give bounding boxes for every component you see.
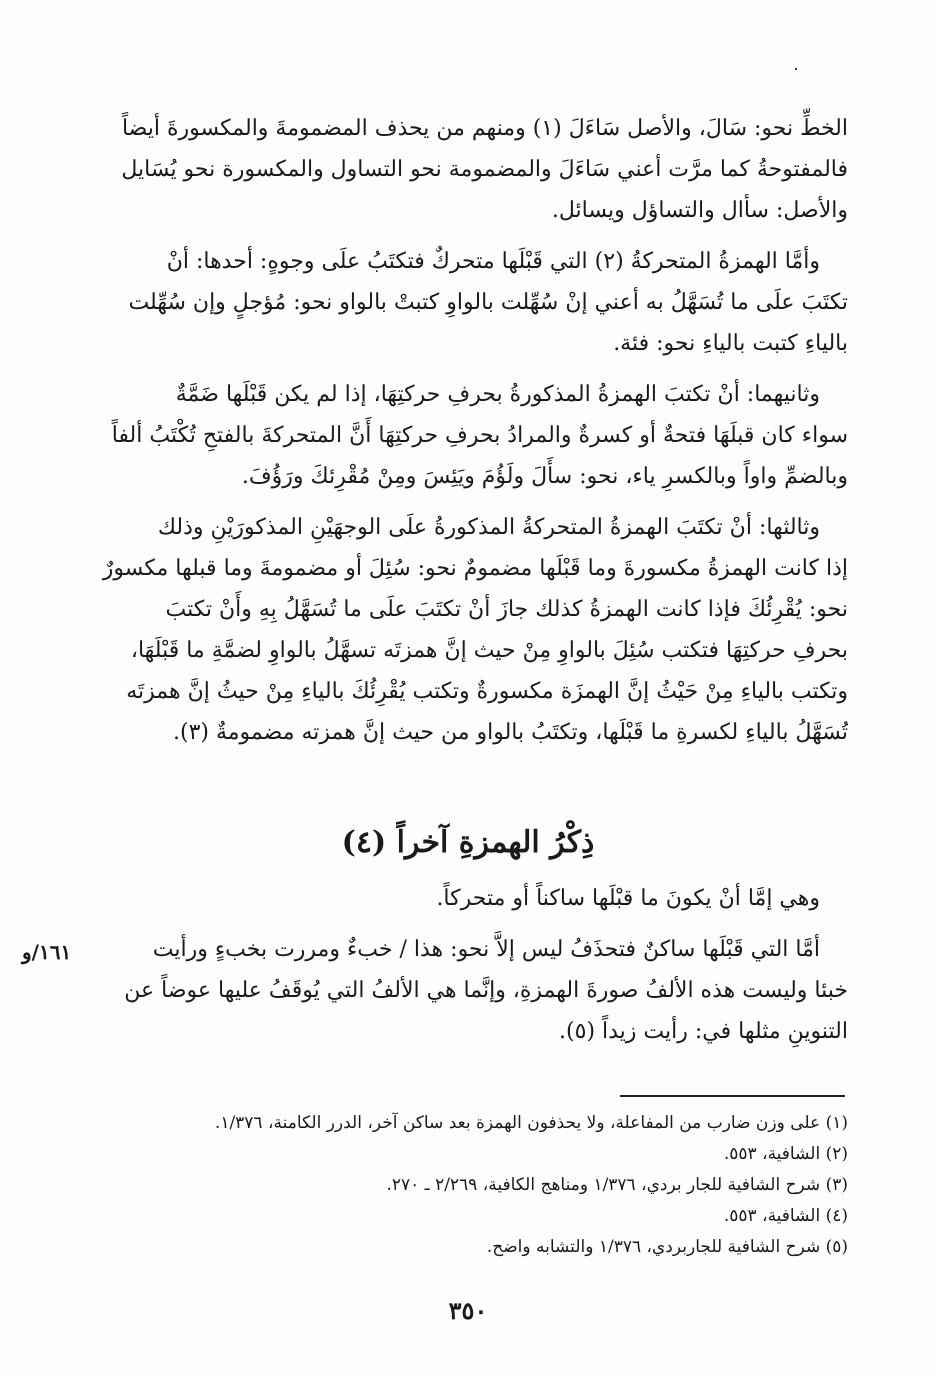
text-line: وهي إمَّا أنْ يكونَ ما قبْلَها ساكناً أو متحركاً. — [436, 886, 820, 911]
text-line: تُسَهَّلُ بالياءِ لكسرةِ ما قَبْلَها، وتكتَبُ بالواو من حيث إنَّ همزته مضمومةٌ (٣). — [173, 720, 848, 745]
text-line: التنوينِ مثلها في: رأيت زيداً (٥). — [559, 1019, 848, 1044]
section-heading: ذِكْرُ الهمزةِ آخراً (٤) — [341, 825, 595, 860]
main-text-block — [78, 108, 848, 763]
text-line: تكتَبَ علَى ما تُسَهَّلُ به أعني إنْ سُهِّلت بالواوِ كتبتْ بالواو نحو: مُؤجلٍ وإن سُهِّلت — [128, 290, 848, 315]
paragraph — [78, 878, 848, 919]
footnotes-block — [88, 1108, 848, 1263]
footnote-item: (٢) الشافية، ٥٥٣. — [723, 1144, 848, 1164]
text-line: إذا كانت الهمزةُ مكسورةَ وما قَبْلَها مضمومٌ نحو: سُئِلَ أو مضمومةَ وما قبلها مكسورٌ — [102, 556, 848, 581]
text-line: بحرفِ حركتِهَا فتكتب سُئِلَ بالواوِ مِنْ حيث إنَّ همزتَه تسهَّلُ بالواوِ لضمَّةِ ما قَبْلَهَا، — [130, 638, 848, 663]
text-line: فالمفتوحةُ كما مرَّت أعني سَاءَلَ والمضمومة نحو التساول والمكسورة نحو يُسَايل — [121, 157, 848, 182]
paragraph — [78, 241, 848, 364]
text-line: وأمَّا الهمزةُ المتحركةُ (٢) التي قَبْلَها متحركٌ فتكتَبُ علَى وجوهٍ: أحدها: أنْ — [166, 249, 820, 274]
paragraph — [78, 374, 848, 497]
text-line: خبئا وليست هذه الألفُ صورةَ الهمزةِ، وإنَّما هي الألفُ التي يُوقَفُ عليها عوضاً عن — [124, 978, 848, 1003]
footnote-item: (٣) شرح الشافية للجار بردي، ١/٣٧٦ ومناهج الكافية، ٢/٢٦٩ ـ ٢٧٠. — [386, 1175, 848, 1195]
page-number: ٣٥٠ — [448, 1296, 488, 1325]
text-line: وثالثها: أنْ تكتَبَ الهمزةُ المتحركةُ المذكورةُ علَى الوجهَيْنِ المذكورَيْنِ وذلك — [157, 515, 820, 540]
paragraph — [78, 507, 848, 753]
text-line: الخطِّ نحو: سَالَ، والأصل سَاءَلَ (١) ومنهم من يحذف المضمومةَ والمكسورةَ أيضاً — [121, 116, 848, 141]
footnote-item: (١) على وزن ضارب من المفاعلة، ولا يحذفون الهمزة بعد ساكن آخر، الدرر الكامنة، ١/٣٧٦. — [214, 1113, 848, 1133]
text-line: وتكتب بالياءِ مِنْ حَيْثُ إنَّ الهمزَة مكسورةٌ وتكتب يُقْرِئُكَ بالياءِ مِنْ حيثُ إنَّ همزتَه — [126, 679, 848, 704]
scan-speck — [795, 68, 797, 70]
manuscript-folio-marker: ١٦١/و — [22, 940, 72, 964]
paragraph — [78, 108, 848, 231]
text-line: وثانيهما: أنْ تكتبَ الهمزةُ المذكورةُ بحرفِ حركتِهَا، إذا لم يكن قَبْلَها ضَمَّةٌ — [175, 382, 820, 407]
footnote-item: (٤) الشافية، ٥٥٣. — [723, 1206, 848, 1226]
footnote-item: (٥) شرح الشافية للجاربردي، ١/٣٧٦ والتشابه واضح. — [486, 1237, 848, 1257]
text-line: بالياءِ كتبت بالياءِ نحو: فئة. — [613, 331, 848, 356]
footnote-separator — [620, 1095, 845, 1097]
text-line: سواء كان قبلَهَا فتحةٌ أو كسرةٌ والمرادُ بحرفِ حركتِهَا أَنَّ المتحركةَ بالفتحِ تُكْتَبُ ألفاً — [111, 423, 848, 448]
paragraph — [78, 929, 848, 1052]
text-line: أمَّا التي قَبْلَها ساكنٌ فتحذَفُ ليس إلاَّ نحو: هذا / خبءٌ ومررت بخبءٍ ورأيت — [152, 937, 820, 962]
text-line: وبالضمِّ واواً وبالكسرِ ياء، نحو: سأَلَ ولَؤُمَ ويَئِسَ ومِنْ مُقْرِئكَ ورَؤُفَ. — [241, 464, 848, 489]
text-line: نحو: يُقْرِئُكَ فإذا كانت الهمزةُ كذلك جازَ أنْ تكتَبَ علَى ما تُسَهَّلُ بِهِ وأَنْ تكتبَ — [165, 597, 848, 622]
text-line: والأصل: سأال والتساؤل ويسائل. — [551, 198, 848, 223]
section2-text-block — [78, 878, 848, 1062]
